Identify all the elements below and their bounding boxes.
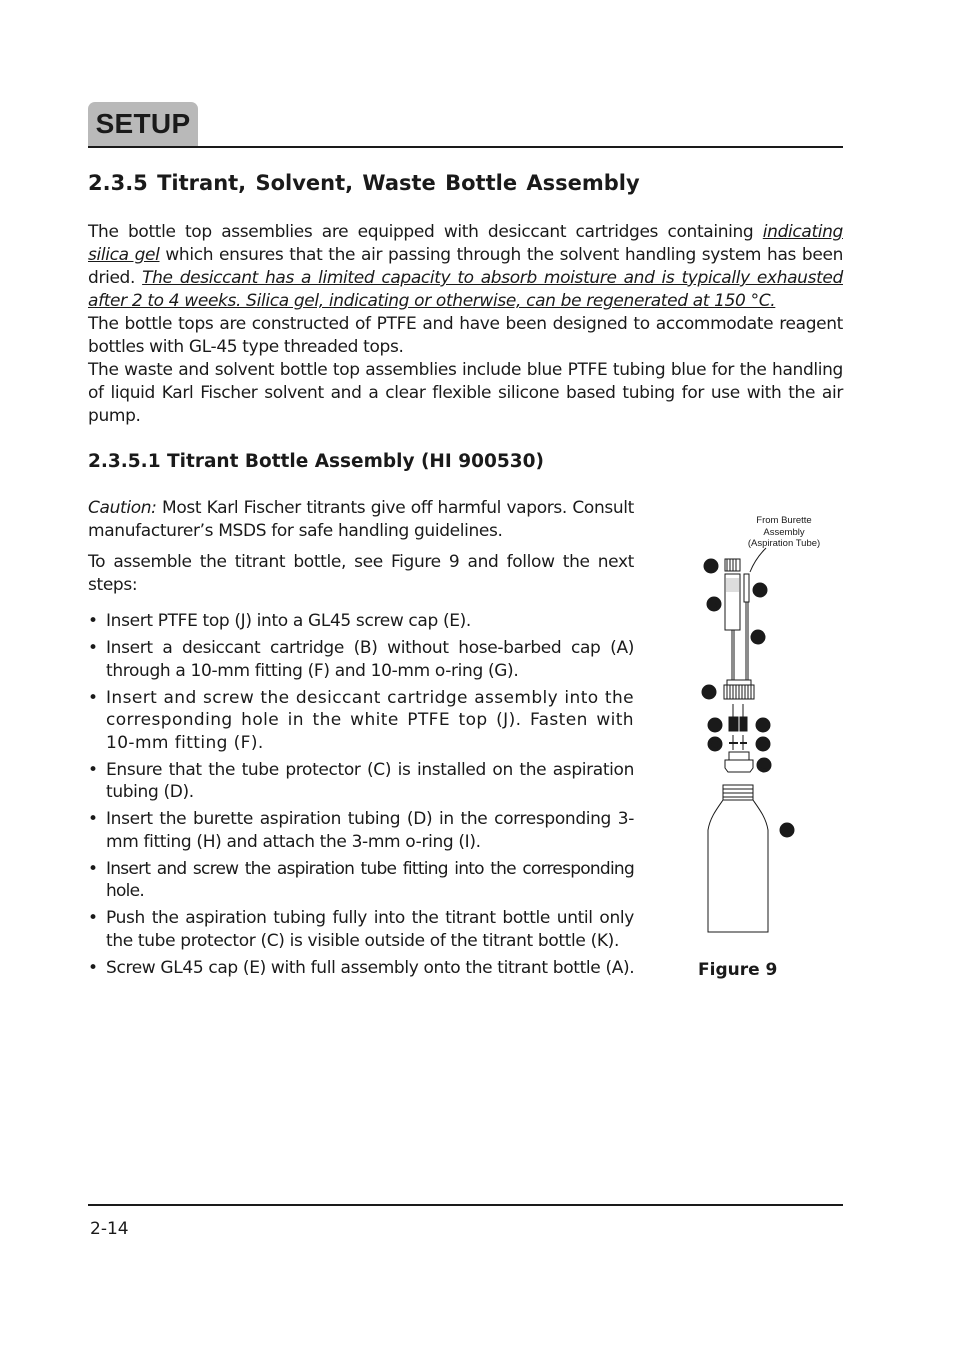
step-item: • Screw GL45 cap (E) with full assembly onto the titrant bottle (A). — [88, 957, 666, 980]
header-rule — [88, 146, 843, 148]
three-mm-fitting — [740, 717, 747, 731]
label-g: G — [710, 739, 720, 751]
instructions-intro: To assemble the titrant bottle, see Figure 9 and follow the next steps: — [88, 552, 634, 595]
desiccant-warning: The desiccant has a limited capacity to absorb moisture and is typically exhausted after 2 to 4 weeks. Silica gel, indicating or otherwise, can be regenerated at 150 °C. — [88, 268, 843, 311]
figure-note-line-2: Assembly — [763, 527, 805, 538]
ten-mm-fitting — [729, 717, 738, 731]
step-item: • Insert PTFE top (J) into a GL45 screw cap (E). — [88, 610, 634, 633]
intro-paragraph-2: The bottle tops are constructed of PTFE and have been designed to accommodate reagent bottles with GL-45 type threaded tops. — [88, 314, 843, 357]
ptfe-top — [725, 760, 753, 772]
label-f: F — [711, 720, 719, 732]
figure-note-line-3: (Aspiration Tube) — [747, 538, 821, 549]
label-b: B — [710, 599, 718, 611]
intro-text-b: which ensures that the air passing through the solvent handling system has been dried. — [88, 245, 843, 288]
label-d: D — [754, 632, 762, 644]
step-item: • Insert a desiccant cartridge (B) without hose-barbed cap (A) through a 10-mm fitting (F) and 10-mm o-ring (G). — [88, 637, 634, 682]
intro-paragraph-1 — [88, 221, 843, 313]
caution-text: Most Karl Fischer titrants give off harmful vapors. Consult manufacturer’s MSDS for safe handling guidelines. — [88, 498, 634, 541]
assembly-instructions — [88, 497, 634, 984]
footer-rule — [88, 1204, 843, 1206]
aspiration-tube-leader — [750, 548, 766, 572]
label-k: K — [783, 825, 791, 837]
section-title: 2.3.5 Titrant, Solvent, Waste Bottle Assembly — [88, 171, 640, 195]
label-c: C — [756, 585, 764, 597]
caution-note — [88, 497, 634, 542]
label-h: H — [759, 720, 767, 732]
page-number: 2-14 — [90, 1219, 129, 1239]
figure-note-line-1: From Burette — [756, 515, 812, 526]
tube-protector — [744, 574, 749, 602]
figure-caption: Figure 9 — [698, 960, 778, 980]
label-i: I — [761, 739, 765, 751]
step-item: • Insert and screw the desiccant cartridge assembly into the corresponding hole in the white PTFE top (J). Fasten with 10-mm fitting (F). — [88, 687, 634, 755]
steps-list — [88, 610, 634, 979]
subsection-title: 2.3.5.1 Titrant Bottle Assembly (HI 900530) — [88, 451, 544, 472]
step-item: • Insert and screw the aspiration tube fitting into the corresponding hole. — [88, 858, 634, 903]
silica-gel-emphasis: indicating silica gel — [88, 222, 843, 265]
intro-text-a: The bottle top assemblies are equipped with desiccant cartridges containing — [88, 222, 763, 242]
label-e: E — [705, 687, 713, 699]
intro-paragraph-3: The waste and solvent bottle top assemblies include blue PTFE tubing blue for the handling of liquid Karl Fischer solvent and a clear flexible silicone based tubing for use with the air pump. — [88, 360, 843, 426]
label-j: J — [761, 760, 767, 772]
step-item: • Insert the burette aspiration tubing (D) in the corresponding 3-mm fitting (H) and attach the 3-mm o-ring (I). — [88, 808, 634, 853]
section-badge: SETUP — [88, 102, 198, 146]
caution-label: Caution: — [88, 498, 157, 518]
titrant-bottle — [708, 800, 768, 932]
label-a: A — [707, 561, 715, 573]
step-item: • Push the aspiration tubing fully into the titrant bottle until only the tube protector (C) is visible outside of the titrant bottle (K). — [88, 907, 634, 952]
titrant-bottle-diagram — [694, 492, 844, 962]
step-item: • Ensure that the tube protector (C) is installed on the aspiration tubing (D). — [88, 759, 634, 804]
intro-text — [88, 221, 843, 428]
